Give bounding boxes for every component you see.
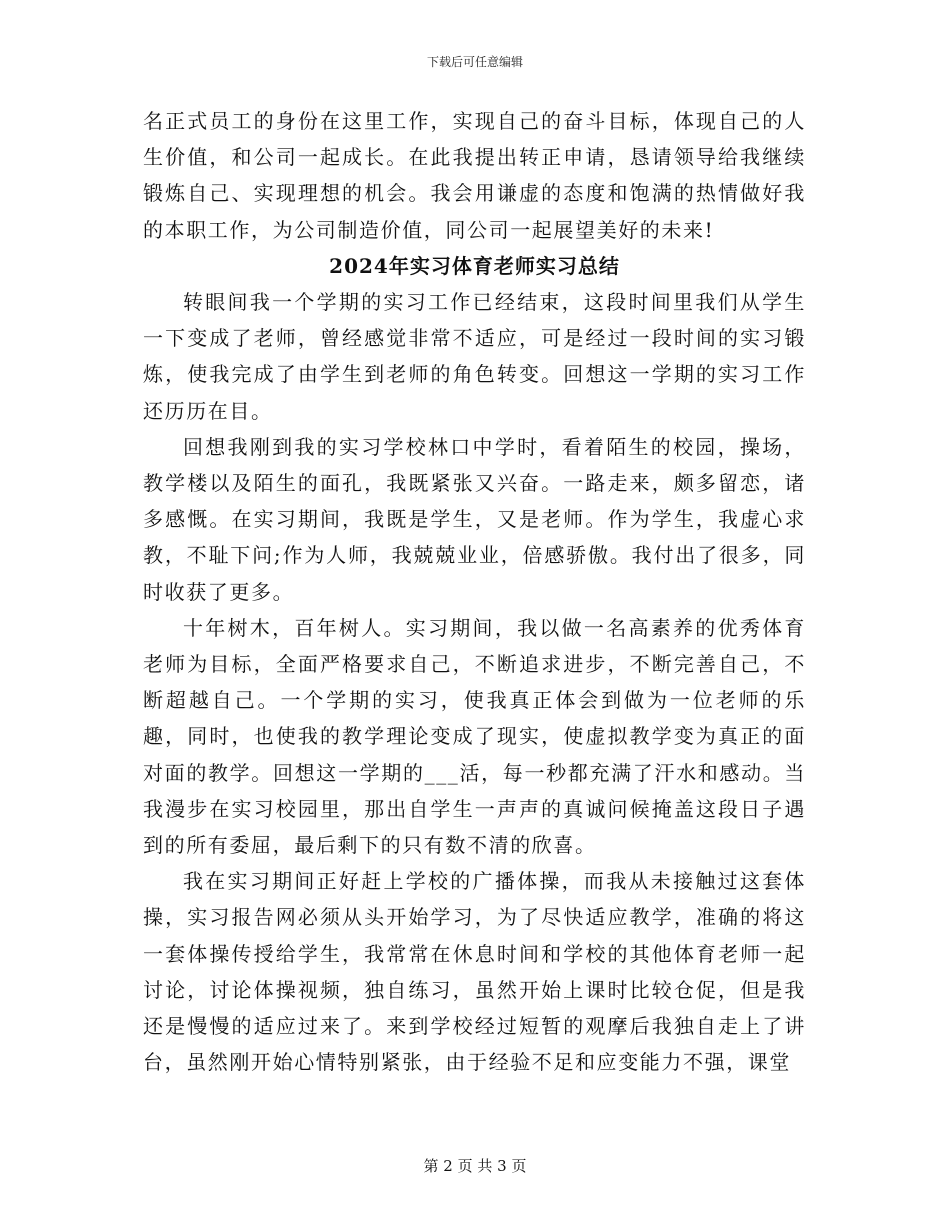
paragraph-4: 我在实习期间正好赶上学校的广播体操，而我从未接触过这套体操，实习报告网必须从头开始学习，为了尽快适应教学，准确的将这一套体操传授给学生，我常常在休息时间和学校的其他体育老师一起讨论，讨论体操视频，独自练习，虽然开始上课时比较仓促，但是我还是慢慢的适应过来了。来到学校经过短暂的观摩后我独自走上了讲台，虽然刚开始心情特别紧张，由于经验不足和应变能力不强，课堂 (143, 869, 806, 1075)
paragraph-2: 回想我刚到我的实习学校林口中学时，看着陌生的校园，操场，教学楼以及陌生的面孔，我既紧张又兴奋。一路走来，颇多留恋，诸多感慨。在实习期间，我既是学生，又是老师。作为学生，我虚心求教，不耻下问;作为人师，我兢兢业业，倍感骄傲。我付出了很多，同时收获了更多。 (143, 434, 806, 604)
document-title: 2024年实习体育老师实习总结 (329, 253, 620, 278)
page-number: 第 2 页 共 3 页 (423, 1157, 527, 1175)
header-note: 下载后可任意编辑 (426, 55, 523, 69)
document-body (143, 103, 806, 1080)
intro-paragraph: 名正式员工的身份在这里工作，实现自己的奋斗目标，体现自己的人生价值，和公司一起成长。在此我提出转正申请，恳请领导给我继续锻炼自己、实现理想的机会。我会用谦虚的态度和饱满的热情做好我的本职工作，为公司制造价值，同公司一起展望美好的未来! (143, 109, 806, 242)
paragraph-1: 转眼间我一个学期的实习工作已经结束，这段时间里我们从学生一下变成了老师，曾经感觉非常不适应，可是经过一段时间的实习锻炼，使我完成了由学生到老师的角色转变。回想这一学期的实习工作还历历在目。 (143, 290, 806, 423)
paragraph-3: 十年树木，百年树人。实习期间，我以做一名高素养的优秀体育老师为目标，全面严格要求自己，不断追求进步，不断完善自己，不断超越自己。一个学期的实习，使我真正体会到做为一位老师的乐趣，同时，也使我的教学理论变成了现实，使虚拟教学变为真正的面对面的教学。回想这一学期的___活，每一秒都充满了汗水和感动。当我漫步在实习校园里，那出自学生一声声的真诚问候掩盖这段日子遇到的所有委屈，最后剩下的只有数不清的欣喜。 (143, 615, 806, 858)
